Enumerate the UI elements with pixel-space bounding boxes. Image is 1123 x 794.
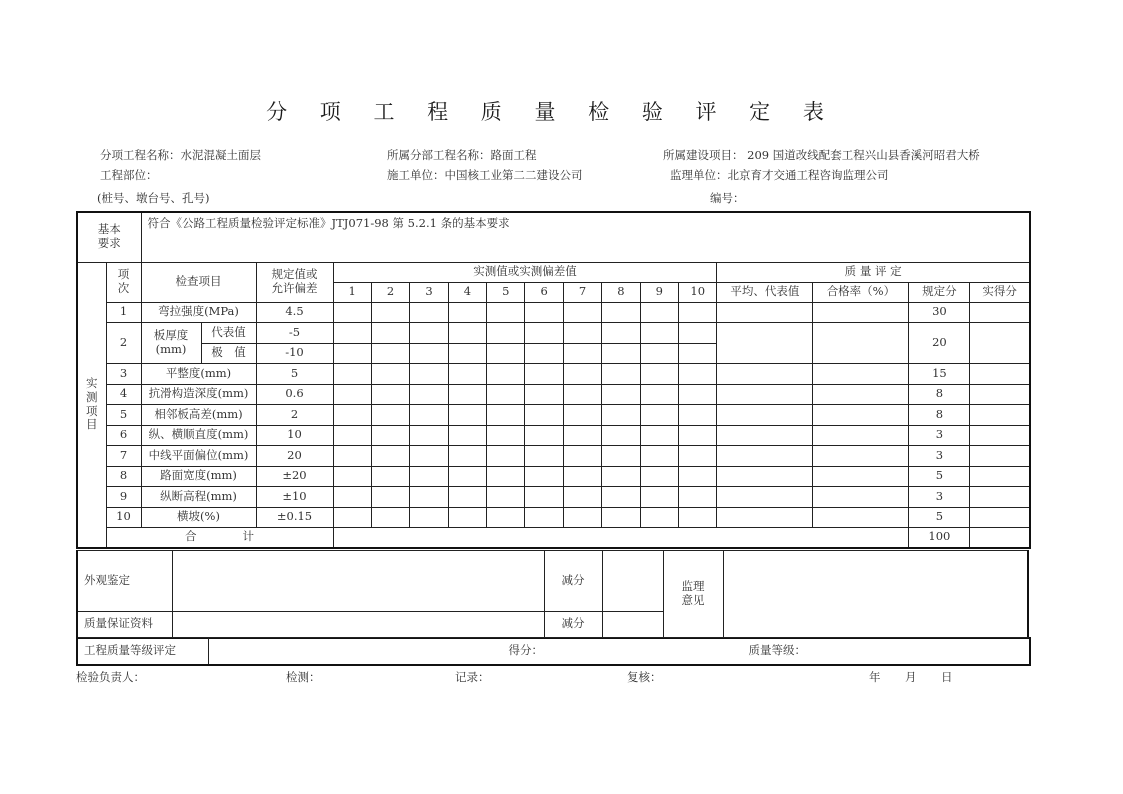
measured-cell[interactable] — [448, 507, 486, 528]
sub-item: 极 值 — [201, 343, 256, 364]
measured-cell[interactable] — [448, 487, 486, 508]
measured-cell[interactable] — [487, 466, 525, 487]
measured-col-header: 10 — [679, 282, 717, 302]
serial-label: 编号： — [710, 191, 745, 205]
measured-cell[interactable] — [525, 343, 563, 364]
item-no: 9 — [106, 487, 141, 508]
measured-cell[interactable] — [679, 364, 717, 385]
measured-cell[interactable] — [563, 425, 601, 446]
measured-cell[interactable] — [487, 446, 525, 467]
check-item: 横坡(%) — [141, 507, 256, 528]
spec-score: 30 — [909, 302, 970, 323]
spec-value: 4.5 — [256, 302, 333, 323]
check-item — [141, 323, 201, 364]
check-item-unit: (mm) — [155, 342, 187, 356]
measured-cell[interactable] — [640, 323, 678, 344]
check-item-name: 板厚度 — [153, 328, 189, 343]
measured-cell[interactable] — [640, 487, 678, 508]
measured-cell[interactable] — [602, 487, 640, 508]
label-char: 实 — [86, 375, 98, 390]
spec-score: 3 — [909, 425, 970, 446]
measured-cell[interactable] — [448, 425, 486, 446]
measured-cell[interactable] — [333, 487, 371, 508]
item-no: 4 — [106, 384, 141, 405]
measured-col-header: 7 — [563, 282, 601, 302]
measured-cell[interactable] — [448, 405, 486, 426]
table-row — [77, 384, 1030, 405]
label-line: 规定值或 — [271, 267, 318, 282]
check-item: 平整度(mm) — [141, 364, 256, 385]
avg-cell[interactable] — [717, 446, 813, 467]
location-hint: (桩号、墩台号、孔号) — [97, 191, 210, 205]
measured-cell[interactable] — [487, 384, 525, 405]
supervisor-label: 监理单位： — [670, 168, 728, 182]
measured-cell[interactable] — [448, 446, 486, 467]
item-no: 5 — [106, 405, 141, 426]
check-item: 中线平面偏位(mm) — [141, 446, 256, 467]
measured-cell[interactable] — [563, 384, 601, 405]
label-line: 基本 — [97, 222, 121, 237]
measured-cell[interactable] — [602, 405, 640, 426]
label-line: 项 — [117, 267, 130, 282]
pass-rate-cell[interactable] — [813, 384, 909, 405]
measured-cell[interactable] — [602, 384, 640, 405]
measured-cell[interactable] — [448, 364, 486, 385]
measured-cell[interactable] — [563, 343, 601, 364]
label-line: 允许偏差 — [271, 281, 318, 295]
measured-col-header: 9 — [640, 282, 678, 302]
quality-grade-label: 质量等级： — [748, 643, 806, 657]
actual-score-cell[interactable] — [970, 364, 1030, 385]
measured-cell[interactable] — [679, 343, 717, 364]
contractor — [387, 167, 583, 183]
avg-cell[interactable] — [717, 507, 813, 528]
measured-cell[interactable] — [333, 425, 371, 446]
avg-cell[interactable] — [717, 487, 813, 508]
label-line: 意见 — [681, 592, 705, 607]
sub-project-name-value: 水泥混凝土面层 — [180, 148, 261, 162]
measured-cell[interactable] — [679, 405, 717, 426]
spec-score: 20 — [909, 323, 970, 364]
measured-cell[interactable] — [448, 343, 486, 364]
division-name-value: 路面工程 — [490, 148, 537, 162]
measured-cell[interactable] — [410, 487, 448, 508]
label-line: 次 — [117, 281, 130, 295]
supervisor-unit — [670, 167, 889, 183]
measured-cell[interactable] — [487, 487, 525, 508]
measured-cell[interactable] — [679, 302, 717, 323]
actual-score-cell[interactable] — [970, 507, 1030, 528]
spec-value: -5 — [256, 323, 333, 344]
actual-score-cell[interactable] — [970, 302, 1030, 323]
measured-cell[interactable] — [333, 343, 371, 364]
evaluation-table — [76, 550, 1029, 639]
table-row — [77, 487, 1030, 508]
spec-score: 5 — [909, 466, 970, 487]
measured-cell[interactable] — [679, 384, 717, 405]
table-row — [77, 425, 1030, 446]
table-row — [77, 405, 1030, 426]
check-item: 纵断高程(mm) — [141, 487, 256, 508]
header-item-no — [106, 262, 141, 302]
measured-cell[interactable] — [371, 487, 409, 508]
year-label: 年 — [869, 670, 881, 684]
construction-project — [663, 147, 980, 163]
check-item: 弯拉强度(MPa) — [141, 302, 256, 323]
measured-cell[interactable] — [333, 466, 371, 487]
measured-cell[interactable] — [487, 323, 525, 344]
total-blank — [333, 528, 909, 548]
measured-cell[interactable] — [410, 507, 448, 528]
table-row — [77, 302, 1030, 323]
pass-rate-cell[interactable] — [813, 405, 909, 426]
measured-cell[interactable] — [679, 425, 717, 446]
measured-cell[interactable] — [371, 405, 409, 426]
measured-cell[interactable] — [333, 384, 371, 405]
measured-cell[interactable] — [487, 302, 525, 323]
appearance-input[interactable] — [172, 551, 544, 612]
measured-cell[interactable] — [371, 446, 409, 467]
measured-cell[interactable] — [563, 364, 601, 385]
measured-cell[interactable] — [410, 405, 448, 426]
spec-value: 10 — [256, 425, 333, 446]
inspection-table — [76, 211, 1031, 549]
grade-label: 工程质量等级评定 — [77, 638, 208, 665]
measured-cell[interactable] — [563, 302, 601, 323]
month-label: 月 — [905, 670, 917, 684]
measured-cell[interactable] — [563, 466, 601, 487]
spec-score: 5 — [909, 507, 970, 528]
pass-rate-cell[interactable] — [813, 507, 909, 528]
measured-cell[interactable] — [640, 384, 678, 405]
check-item: 抗滑构造深度(mm) — [141, 384, 256, 405]
measured-cell[interactable] — [410, 384, 448, 405]
spec-score: 15 — [909, 364, 970, 385]
measured-cell[interactable] — [525, 405, 563, 426]
spec-value: 20 — [256, 446, 333, 467]
check-item: 纵、横顺直度(mm) — [141, 425, 256, 446]
measured-cell[interactable] — [640, 507, 678, 528]
measured-cell[interactable] — [333, 405, 371, 426]
measured-cell[interactable] — [525, 323, 563, 344]
header-quality-group: 质 量 评 定 — [717, 262, 1030, 282]
measured-cell[interactable] — [487, 425, 525, 446]
measured-cell[interactable] — [679, 323, 717, 344]
avg-cell[interactable] — [717, 384, 813, 405]
division-name — [387, 147, 537, 163]
item-no: 6 — [106, 425, 141, 446]
measured-cell[interactable] — [679, 507, 717, 528]
total-actual-score-cell[interactable] — [970, 528, 1030, 548]
label-char: 目 — [86, 417, 98, 432]
measured-cell[interactable] — [371, 364, 409, 385]
contractor-value: 中国核工业第二二建设公司 — [444, 168, 583, 182]
item-no: 8 — [106, 466, 141, 487]
appearance-deduct-input[interactable] — [602, 551, 663, 612]
measured-cell[interactable] — [371, 425, 409, 446]
item-no: 7 — [106, 446, 141, 467]
measured-cell[interactable] — [640, 343, 678, 364]
measured-col-header: 8 — [602, 282, 640, 302]
measured-cell[interactable] — [487, 364, 525, 385]
quality-docs-input[interactable] — [172, 612, 544, 638]
construction-project-label: 所属建设项目： — [663, 148, 744, 162]
basic-requirements-row — [77, 212, 1030, 262]
header-check-item: 检查项目 — [141, 262, 256, 302]
measured-cell[interactable] — [410, 446, 448, 467]
header-measured-group: 实测值或实测偏差值 — [333, 262, 717, 282]
appearance-deduct-label: 减分 — [544, 551, 602, 612]
measured-cell[interactable] — [410, 466, 448, 487]
measured-cell[interactable] — [371, 302, 409, 323]
measured-col-header: 3 — [410, 282, 448, 302]
measured-cell[interactable] — [487, 343, 525, 364]
measured-cell[interactable] — [525, 507, 563, 528]
pass-rate-cell[interactable] — [813, 487, 909, 508]
measured-cell[interactable] — [602, 446, 640, 467]
score-label: 得分： — [508, 643, 543, 657]
measured-cell[interactable] — [602, 507, 640, 528]
spec-value: 5 — [256, 364, 333, 385]
recorder-label: 记录： — [455, 670, 490, 684]
avg-cell[interactable] — [717, 405, 813, 426]
total-label: 合 计 — [106, 528, 333, 548]
actual-score-cell[interactable] — [970, 384, 1030, 405]
division-name-label: 所属分部工程名称： — [387, 148, 491, 162]
table-row — [77, 466, 1030, 487]
measured-cell[interactable] — [371, 466, 409, 487]
spec-value: -10 — [256, 343, 333, 364]
sub-project-name-label: 分项工程名称： — [100, 148, 181, 162]
supervisor-opinion-label — [663, 551, 723, 638]
measured-cell[interactable] — [525, 302, 563, 323]
measured-cell[interactable] — [448, 466, 486, 487]
measured-col-header: 5 — [487, 282, 525, 302]
avg-cell[interactable] — [717, 364, 813, 385]
measured-cell[interactable] — [525, 364, 563, 385]
measured-cell[interactable] — [563, 446, 601, 467]
measured-cell[interactable] — [410, 302, 448, 323]
measured-cell[interactable] — [371, 323, 409, 344]
location-label: 工程部位： — [100, 168, 158, 182]
tester-label: 检测： — [286, 670, 321, 684]
measured-col-header: 4 — [448, 282, 486, 302]
measured-cell[interactable] — [679, 446, 717, 467]
spec-value: ±0.15 — [256, 507, 333, 528]
total-score: 100 — [909, 528, 970, 548]
table-row — [77, 323, 1030, 344]
table-row — [77, 364, 1030, 385]
measured-cell[interactable] — [525, 446, 563, 467]
measured-cell[interactable] — [640, 446, 678, 467]
measured-cell[interactable] — [333, 507, 371, 528]
measured-cell[interactable] — [448, 323, 486, 344]
measured-cell[interactable] — [640, 425, 678, 446]
supervisor-value: 北京育才交通工程咨询监理公司 — [727, 168, 889, 182]
day-label: 日 — [941, 670, 953, 684]
measured-cell[interactable] — [679, 487, 717, 508]
spec-value: ±20 — [256, 466, 333, 487]
inspector-label: 检验负责人： — [76, 670, 145, 684]
actual-score-cell[interactable] — [970, 466, 1030, 487]
measured-cell[interactable] — [410, 364, 448, 385]
quality-docs-deduct-input[interactable] — [602, 612, 663, 638]
basic-requirements-text: 符合《公路工程质量检验评定标准》JTJ071-98 第 5.2.1 条的基本要求 — [141, 212, 1030, 262]
header-row-1 — [77, 262, 1030, 282]
check-item: 路面宽度(mm) — [141, 466, 256, 487]
appearance-label: 外观鉴定 — [77, 551, 172, 612]
section-label-measured-items — [77, 262, 106, 548]
check-item: 相邻板高差(mm) — [141, 405, 256, 426]
measured-cell[interactable] — [563, 507, 601, 528]
measured-cell[interactable] — [487, 405, 525, 426]
construction-project-value: 209 国道改线配套工程兴山县香溪河昭君大桥 — [747, 148, 980, 162]
header-spec — [256, 262, 333, 302]
table-row — [77, 507, 1030, 528]
spec-value: ±10 — [256, 487, 333, 508]
measured-cell[interactable] — [333, 323, 371, 344]
actual-score-cell[interactable] — [970, 405, 1030, 426]
measured-cell[interactable] — [410, 323, 448, 344]
total-row — [77, 528, 1030, 548]
measured-cell[interactable] — [602, 302, 640, 323]
measured-cell[interactable] — [640, 364, 678, 385]
measured-cell[interactable] — [640, 302, 678, 323]
reviewer-label: 复核： — [627, 670, 662, 684]
measured-cell[interactable] — [487, 507, 525, 528]
measured-cell[interactable] — [525, 466, 563, 487]
measured-cell[interactable] — [333, 302, 371, 323]
measured-col-header: 1 — [333, 282, 371, 302]
header-pass-rate: 合格率（%） — [813, 282, 909, 302]
measured-cell[interactable] — [640, 405, 678, 426]
basic-requirements-label — [77, 212, 141, 262]
pass-rate-cell[interactable] — [813, 364, 909, 385]
grade-content — [208, 638, 1030, 665]
avg-cell[interactable] — [717, 425, 813, 446]
measured-cell[interactable] — [410, 425, 448, 446]
supervisor-opinion-input[interactable] — [723, 551, 1028, 638]
measured-cell[interactable] — [563, 405, 601, 426]
actual-score-cell[interactable] — [970, 446, 1030, 467]
measured-cell[interactable] — [602, 425, 640, 446]
header-spec-score: 规定分 — [909, 282, 970, 302]
spec-score: 8 — [909, 405, 970, 426]
item-no: 2 — [106, 323, 141, 364]
spec-score: 3 — [909, 446, 970, 467]
header-actual-score: 实得分 — [970, 282, 1030, 302]
measured-cell[interactable] — [333, 364, 371, 385]
pass-rate-cell[interactable] — [813, 425, 909, 446]
avg-cell[interactable] — [717, 466, 813, 487]
item-no: 10 — [106, 507, 141, 528]
measured-cell[interactable] — [448, 384, 486, 405]
label-line: 要求 — [97, 236, 121, 251]
actual-score-cell[interactable] — [970, 425, 1030, 446]
measured-cell[interactable] — [371, 507, 409, 528]
measured-cell[interactable] — [371, 343, 409, 364]
actual-score-cell[interactable] — [970, 323, 1030, 364]
label-char: 项 — [86, 403, 98, 418]
measured-cell[interactable] — [602, 343, 640, 364]
spec-score: 3 — [909, 487, 970, 508]
page-title: 分 项 工 程 质 量 检 验 评 定 表 — [266, 100, 837, 124]
measured-cell[interactable] — [371, 384, 409, 405]
actual-score-cell[interactable] — [970, 487, 1030, 508]
quality-docs-label: 质量保证资料 — [77, 612, 172, 638]
pass-rate-cell[interactable] — [813, 302, 909, 323]
appearance-row — [77, 551, 1028, 612]
label-line: 监理 — [681, 578, 705, 593]
contractor-label: 施工单位： — [387, 168, 445, 182]
measured-cell[interactable] — [448, 302, 486, 323]
pass-rate-cell[interactable] — [813, 466, 909, 487]
avg-cell[interactable] — [717, 302, 813, 323]
spec-value: 2 — [256, 405, 333, 426]
pass-rate-cell[interactable] — [813, 323, 909, 364]
measured-col-header: 6 — [525, 282, 563, 302]
item-no: 3 — [106, 364, 141, 385]
sub-item: 代表值 — [201, 323, 256, 344]
spec-value: 0.6 — [256, 384, 333, 405]
measured-cell[interactable] — [602, 364, 640, 385]
measured-cell[interactable] — [640, 466, 678, 487]
measured-cell[interactable] — [333, 446, 371, 467]
measured-cell[interactable] — [602, 466, 640, 487]
header-avg: 平均、代表值 — [717, 282, 813, 302]
grade-row — [77, 638, 1030, 665]
measured-cell[interactable] — [563, 323, 601, 344]
measured-cell[interactable] — [679, 466, 717, 487]
measured-cell[interactable] — [602, 323, 640, 344]
label-char: 测 — [86, 389, 98, 404]
measured-col-header: 2 — [371, 282, 409, 302]
item-no: 1 — [106, 302, 141, 323]
table-row — [77, 446, 1030, 467]
measured-cell[interactable] — [525, 425, 563, 446]
measured-cell[interactable] — [525, 487, 563, 508]
measured-cell[interactable] — [410, 343, 448, 364]
measured-cell[interactable] — [525, 384, 563, 405]
avg-cell[interactable] — [717, 323, 813, 364]
pass-rate-cell[interactable] — [813, 446, 909, 467]
quality-docs-deduct-label: 减分 — [544, 612, 602, 638]
spec-score: 8 — [909, 384, 970, 405]
grade-table — [76, 637, 1031, 666]
measured-cell[interactable] — [563, 487, 601, 508]
sub-project-name — [100, 147, 261, 163]
